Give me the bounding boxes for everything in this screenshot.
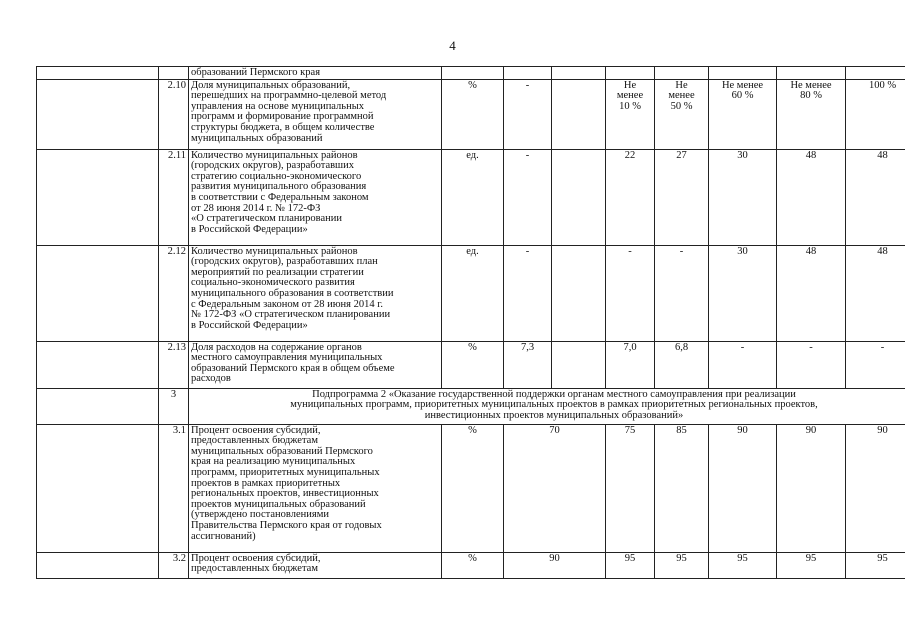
- value-cell: [709, 67, 777, 80]
- blank-cell: [37, 79, 159, 149]
- value-cell: -: [504, 245, 552, 341]
- value-cell: -: [846, 341, 905, 388]
- value-cell: [552, 67, 606, 80]
- row-number: 2.12: [159, 245, 189, 341]
- table-row: [37, 341, 905, 388]
- unit-cell: %: [442, 424, 504, 552]
- value-cell: 75: [606, 424, 655, 552]
- unit-cell: ед.: [442, 149, 504, 245]
- value-cell: -: [777, 341, 846, 388]
- blank-cell: [37, 149, 159, 245]
- row-number: 3.2: [159, 552, 189, 578]
- value-cell: 27: [655, 149, 709, 245]
- value-cell: Не менее 60 %: [709, 79, 777, 149]
- value-cell: 95: [655, 552, 709, 578]
- value-cell: 95: [709, 552, 777, 578]
- table-row: [37, 424, 905, 552]
- indicator-name: Количество муниципальных районов (городских округов), разработавших план мероприятий по реализации стратегии социально-экономического развития муниципального образования в соответствии с Федеральным законом от 28 июня 2014 г. № 172-ФЗ «О стратегическом планировании в Российской Федерации»: [189, 245, 442, 341]
- table-row: [37, 149, 905, 245]
- subprogram-title: Подпрограмма 2 «Оказание государственной поддержки органам местного самоуправления при реализации муниципальных программ, приоритетных муниципальных проектов в рамках приоритетных региональных проектов, инвестиционных проектов муниципальных образований»: [189, 388, 905, 424]
- indicator-name: Процент освоения субсидий, предоставленных бюджетам: [189, 552, 442, 578]
- value-cell: -: [606, 245, 655, 341]
- table-row: [37, 79, 905, 149]
- value-cell: [777, 67, 846, 80]
- value-cell: -: [504, 149, 552, 245]
- value-cell: [552, 341, 606, 388]
- value-cell: 95: [777, 552, 846, 578]
- unit-cell: %: [442, 79, 504, 149]
- indicator-name: Количество муниципальных районов (городских округов), разработавших стратегию социально-экономического развития муниципального образования в соответствии с Федеральным законом от 28 июня 2014 г. № 172-ФЗ «О стратегическом планировании в Российской Федерации»: [189, 149, 442, 245]
- value-cell: 30: [709, 149, 777, 245]
- value-cell: 85: [655, 424, 709, 552]
- value-cell: 100 %: [846, 79, 905, 149]
- table-row: [37, 67, 905, 80]
- page-number: 4: [449, 38, 456, 53]
- row-number: 3.1: [159, 424, 189, 552]
- indicator-name: образований Пермского края: [189, 67, 442, 80]
- table-row: [37, 245, 905, 341]
- unit-cell: ед.: [442, 245, 504, 341]
- value-cell: 90: [846, 424, 905, 552]
- row-number: [159, 67, 189, 80]
- value-cell: [504, 67, 552, 80]
- blank-cell: [37, 388, 159, 424]
- unit-cell: [442, 67, 504, 80]
- blank-cell: [37, 67, 159, 80]
- value-cell: -: [655, 245, 709, 341]
- value-cell: 95: [606, 552, 655, 578]
- row-number: 2.10: [159, 79, 189, 149]
- value-cell: 7,3: [504, 341, 552, 388]
- value-cell: 48: [846, 149, 905, 245]
- value-cell: 48: [846, 245, 905, 341]
- value-cell: 22: [606, 149, 655, 245]
- indicator-name: Процент освоения субсидий, предоставленных бюджетам муниципальных образований Пермского края на реализацию муниципальных программ, приоритетных муниципальных проектов в рамках приоритетных региональных проектов, инвестиционных проектов муниципальных образований (утверждено постановлениями Правительства Пермского края от годовых ассигнований): [189, 424, 442, 552]
- value-cell: 6,8: [655, 341, 709, 388]
- value-cell: 48: [777, 245, 846, 341]
- value-cell: -: [504, 79, 552, 149]
- blank-cell: [37, 552, 159, 578]
- unit-cell: %: [442, 341, 504, 388]
- value-cell: Не менее 80 %: [777, 79, 846, 149]
- value-cell: 30: [709, 245, 777, 341]
- value-cell: [655, 67, 709, 80]
- value-cell: -: [709, 341, 777, 388]
- row-number: 2.11: [159, 149, 189, 245]
- indicator-name: Доля муниципальных образований, перешедших на программно-целевой метод управления на основе муниципальных программ и формирование программной структуры бюджета, в общем количестве муниципальных образований: [189, 79, 442, 149]
- blank-cell: [37, 341, 159, 388]
- blank-cell: [37, 424, 159, 552]
- blank-cell: [37, 245, 159, 341]
- value-cell: 90: [709, 424, 777, 552]
- value-cell: [606, 67, 655, 80]
- value-cell: 7,0: [606, 341, 655, 388]
- value-cell: 95: [846, 552, 905, 578]
- value-cell: [846, 67, 905, 80]
- row-number: 2.13: [159, 341, 189, 388]
- value-cell: [552, 245, 606, 341]
- row-number: 3: [159, 388, 189, 424]
- value-cell: [552, 79, 606, 149]
- indicators-table: [36, 66, 905, 579]
- value-cell: 90: [777, 424, 846, 552]
- value-cell: 90: [504, 552, 606, 578]
- value-cell: 48: [777, 149, 846, 245]
- subprogram-row: [37, 388, 905, 424]
- table-row: [37, 552, 905, 578]
- indicator-name: Доля расходов на содержание органов местного самоуправления муниципальных образований Пермского края в общем объеме расходов: [189, 341, 442, 388]
- unit-cell: %: [442, 552, 504, 578]
- value-cell: Не менее 10 %: [606, 79, 655, 149]
- value-cell: [552, 149, 606, 245]
- value-cell: 70: [504, 424, 606, 552]
- value-cell: Не менее 50 %: [655, 79, 709, 149]
